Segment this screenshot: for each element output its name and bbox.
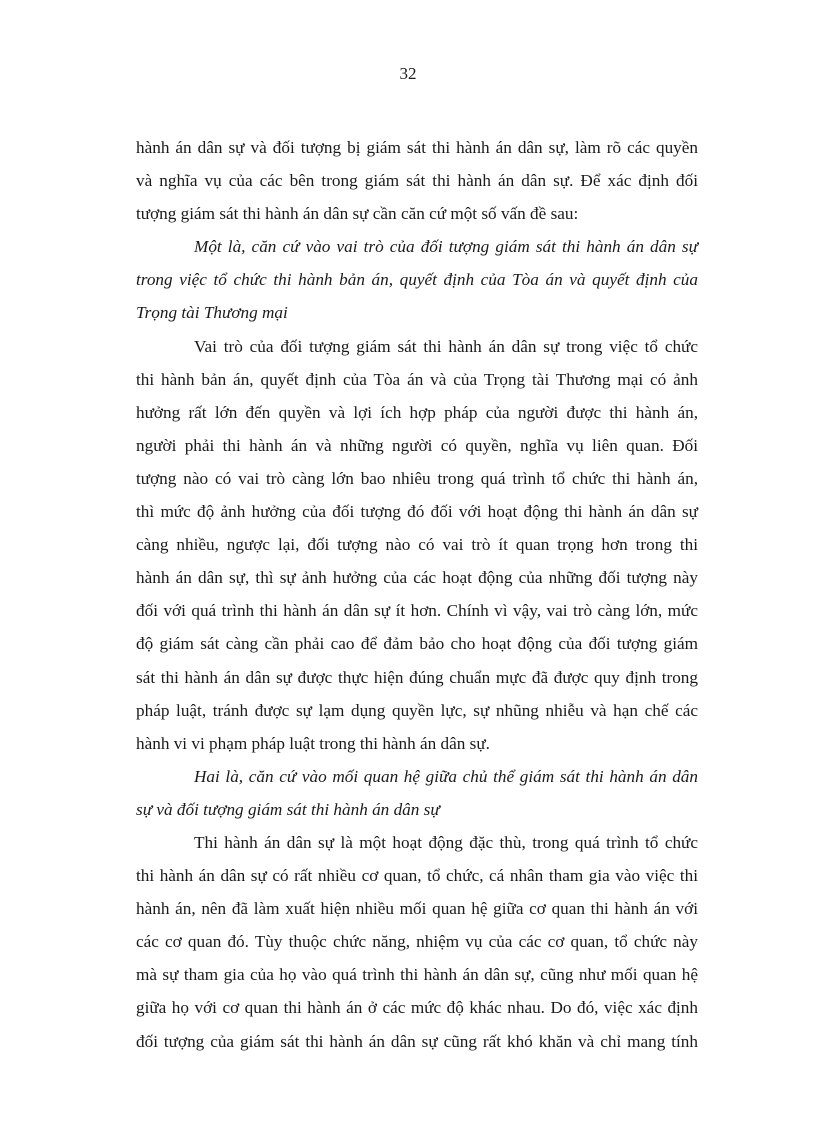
text-line: Trọng tài Thương mại [136, 303, 288, 323]
text-line: người phải thi hành án và những người có quyền, nghĩa vụ liên quan. Đối [136, 435, 698, 455]
text-line: hành vi vi phạm pháp luật trong thi hành án dân sự. [136, 733, 490, 753]
body-paragraph [136, 131, 698, 230]
text-line: giữa họ với cơ quan thi hành án ở các mức độ khác nhau. Do đó, việc xác định [136, 998, 698, 1018]
section-heading-paragraph [136, 230, 698, 329]
text-line: các cơ quan đó. Tùy thuộc chức năng, nhiệm vụ của các cơ quan, tổ chức này [136, 932, 698, 952]
text-line: tượng giám sát thi hành án dân sự cần căn cứ một số vấn đề sau: [136, 204, 579, 224]
text-line: thi hành án dân sự có rất nhiều cơ quan, tổ chức, cá nhân tham gia vào việc thi [136, 866, 698, 886]
text-line: Vai trò của đối tượng giám sát thi hành án dân sự trong việc tổ chức [194, 336, 698, 356]
text-line: hành án, nên đã làm xuất hiện nhiều mối quan hệ giữa cơ quan thi hành án với [136, 899, 698, 919]
text-line: càng nhiều, ngược lại, đối tượng nào có vai trò ít quan trọng hơn trong thi [136, 535, 698, 555]
text-line: đối tượng của giám sát thi hành án dân sự cũng rất khó khăn và chỉ mang tính [136, 1031, 698, 1051]
page-number: 32 [399, 64, 417, 83]
text-line: và nghĩa vụ của các bên trong giám sát thi hành án dân sự. Để xác định đối [136, 171, 698, 191]
text-line: đối với quá trình thi hành án dân sự ít hơn. Chính vì vậy, vai trò càng lớn, mức [136, 601, 698, 621]
text-line: mà sự tham gia của họ vào quá trình thi hành án dân sự, cũng như mối quan hệ [136, 965, 698, 985]
text-line: Hai là, căn cứ vào mối quan hệ giữa chủ thể giám sát thi hành án dân [194, 766, 698, 786]
text-line: sự và đối tượng giám sát thi hành án dân sự [136, 799, 440, 819]
section-heading-paragraph [136, 760, 698, 826]
text-line: trong việc tổ chức thi hành bản án, quyết định của Tòa án và quyết định của [136, 270, 698, 290]
text-line: pháp luật, tránh được sự lạm dụng quyền lực, sự nhũng nhiễu và hạn chế các [136, 700, 698, 720]
body-paragraph [136, 826, 698, 1058]
text-line: hành án dân sự và đối tượng bị giám sát thi hành án dân sự, làm rõ các quyền [136, 138, 698, 157]
text-line: thì mức độ ảnh hưởng của đối tượng đó đối với hoạt động thi hành án dân sự [136, 502, 698, 522]
text-line: hưởng rất lớn đến quyền và lợi ích hợp pháp của người được thi hành án, [136, 402, 698, 422]
document-body [136, 131, 698, 1058]
text-line: sát thi hành án dân sự được thực hiện đúng chuẩn mực đã được quy định trong [136, 667, 698, 687]
text-line: hành án dân sự, thì sự ảnh hưởng của các hoạt động của những đối tượng này [136, 568, 698, 588]
text-line: độ giám sát càng cần phải cao để đảm bảo cho hoạt động của đối tượng giám [136, 634, 698, 654]
text-line: tượng nào có vai trò càng lớn bao nhiêu trong quá trình tổ chức thi hành án, [136, 468, 698, 488]
body-paragraph [136, 330, 698, 760]
text-line: Thi hành án dân sự là một hoạt động đặc thù, trong quá trình tổ chức [194, 832, 698, 852]
text-line: Một là, căn cứ vào vai trò của đối tượng giám sát thi hành án dân sự [194, 237, 698, 257]
text-line: thi hành bản án, quyết định của Tòa án và của Trọng tài Thương mại có ảnh [136, 369, 698, 389]
